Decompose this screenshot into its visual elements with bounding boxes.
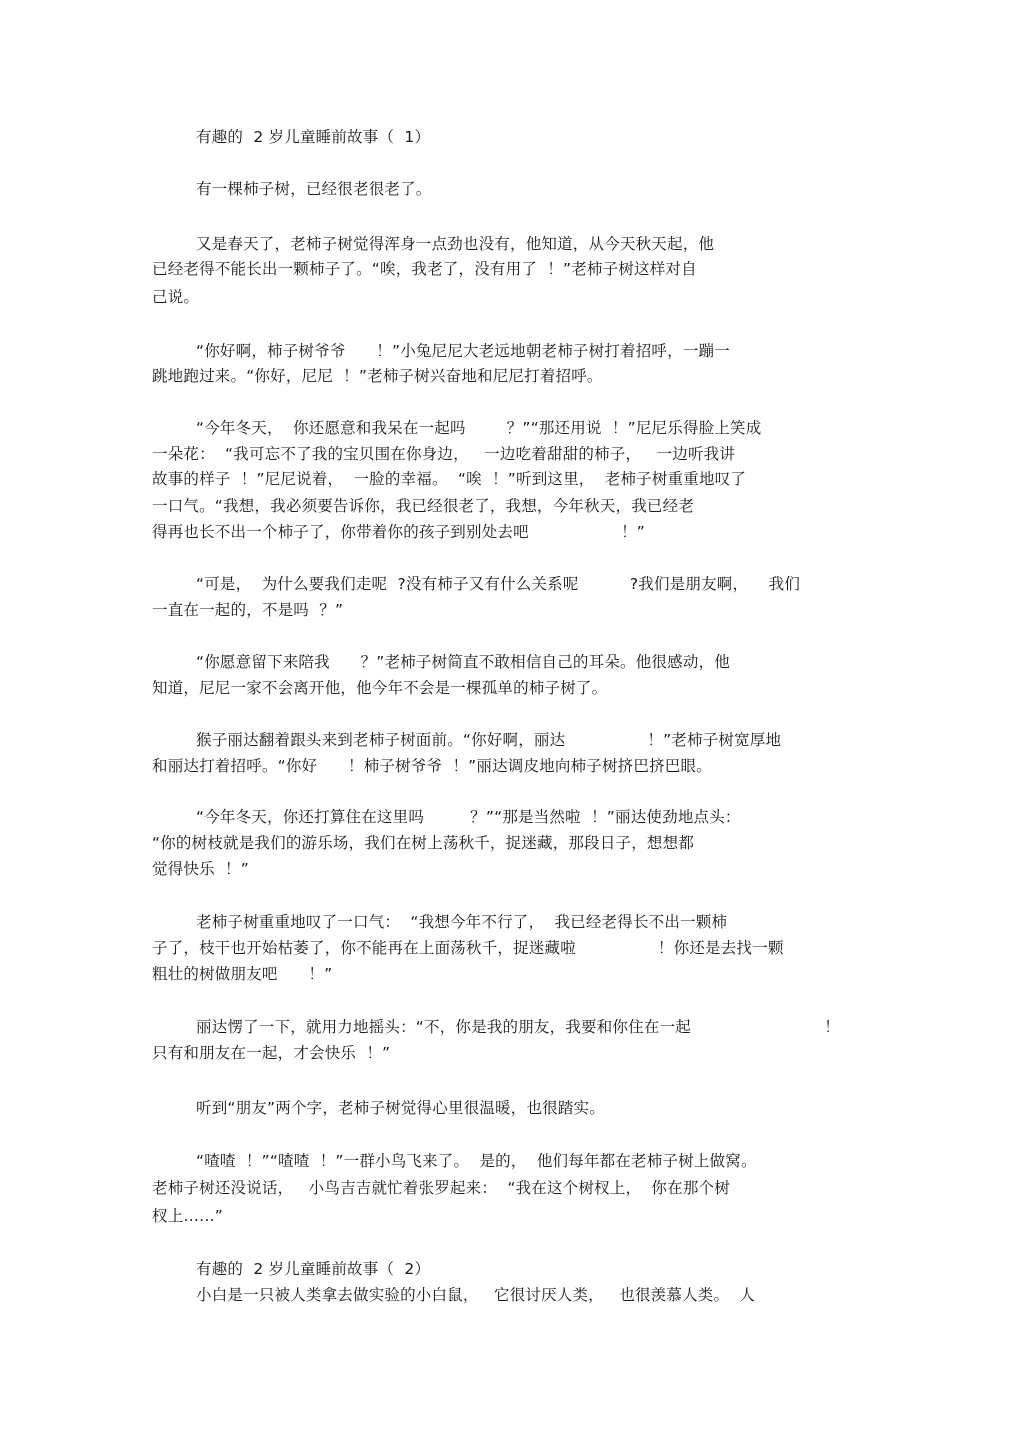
paragraph-line: 已经老得不能长出一颗柿子了。“唉，我老了，没有用了 ！”老柿子树这样对自 [152, 260, 697, 278]
paragraph-line: 一直在一起的，不是吗 ？” [152, 601, 344, 619]
paragraph-line: 小白是一只被人类拿去做实验的小白鼠， 它很讨厌人类， 也很羡慕人类。 人 [196, 1286, 756, 1304]
paragraph-line: 知道，尼尼一家不会离开他，他今年不会是一棵孤单的柿子树了。 [152, 679, 608, 697]
paragraph-line: 故事的样子 ！”尼尼说着， 一脸的幸福。 “唉 ！”听到这里， 老柿子树重重地叹了 [152, 470, 747, 488]
paragraph-line: 只有和朋友在一起，才会快乐 ！” [152, 1044, 391, 1062]
paragraph-line: 一朵花： “我可忘不了我的宝贝围在你身边， 一边吃着甜甜的柿子， 一边听我讲 [152, 445, 736, 463]
paragraph-line: “可是， 为什么要我们走呢 ?没有柿子又有什么关系呢 ?我们是朋友啊， 我们 [196, 575, 801, 593]
story-title-2: 有趣的 2 岁儿童睡前故事（ 2） [196, 1260, 431, 1278]
paragraph-line: 跳地跑过来。“你好，尼尼 ！”老柿子树兴奋地和尼尼打着招呼。 [152, 367, 603, 385]
paragraph-line: 粗壮的树做朋友吧 ！” [152, 965, 333, 983]
paragraph-line: 老柿子树重重地叹了一口气： “我想今年不行了， 我已经老得长不出一颗柿 [196, 913, 728, 931]
paragraph-line: 又是春天了，老柿子树觉得浑身一点劲也没有，他知道，从今天秋天起，他 [196, 235, 715, 253]
paragraph-line: “你愿意留下来陪我 ？”老柿子树简直不敢相信自己的耳朵。他很感动，他 [196, 653, 730, 671]
paragraph-line: 猴子丽达翻着跟头来到老柿子树面前。“你好啊，丽达 ！”老柿子树宽厚地 [196, 731, 782, 749]
paragraph-line: 子了，枝干也开始枯萎了，你不能再在上面荡秋千，捉迷藏啦 ！你还是去找一颗 [152, 939, 784, 957]
paragraph-line: 听到“朋友”两个字，老柿子树觉得心里很温暖，也很踏实。 [196, 1099, 605, 1117]
paragraph-line: 有一棵柿子树，已经很老很老了。 [196, 180, 432, 198]
paragraph-line: “你好啊，柿子树爷爷 ！”小兔尼尼大老远地朝老柿子树打着招呼，一蹦一 [196, 342, 730, 360]
paragraph-line: “今年冬天，你还打算住在这里吗 ？”“那是当然啦 ！”丽达使劲地点头： [196, 808, 741, 826]
paragraph-line: “今年冬天， 你还愿意和我呆在一起吗 ？”“那还用说 ！”尼尼乐得脸上笑成 [196, 419, 762, 437]
paragraph-line: 己说。 [152, 288, 200, 306]
paragraph-line: “你的树枝就是我们的游乐场，我们在树上荡秋千，捉迷藏，那段日子，想想都 [152, 834, 695, 852]
paragraph-line: 和丽达打着招呼。“你好 ！柿子树爷爷 ！”丽达调皮地向柿子树挤巴挤巴眼。 [152, 757, 712, 775]
paragraph-line: 老柿子树还没说话， 小鸟吉吉就忙着张罗起来： “我在这个树杈上， 你在那个树 [152, 1179, 730, 1197]
paragraph-line: 杈上……” [152, 1207, 224, 1225]
paragraph-line: 丽达愣了一下，就用力地摇头：“不，你是我的朋友，我要和你住在一起 ！ [196, 1018, 840, 1036]
paragraph-line: 觉得快乐 ！” [152, 860, 249, 878]
paragraph-line: 一口气。“我想，我必须要告诉你，我已经很老了，我想，今年秋天，我已经老 [152, 497, 695, 515]
story-title-1: 有趣的 2 岁儿童睡前故事（ 1） [196, 128, 431, 146]
paragraph-line: “喳喳 ！”“喳喳 ！”一群小鸟飞来了。 是的， 他们每年都在老柿子树上做窝。 [196, 1152, 757, 1170]
paragraph-line: 得再也长不出一个柿子了，你带着你的孩子到别处去吧 ！” [152, 523, 646, 541]
